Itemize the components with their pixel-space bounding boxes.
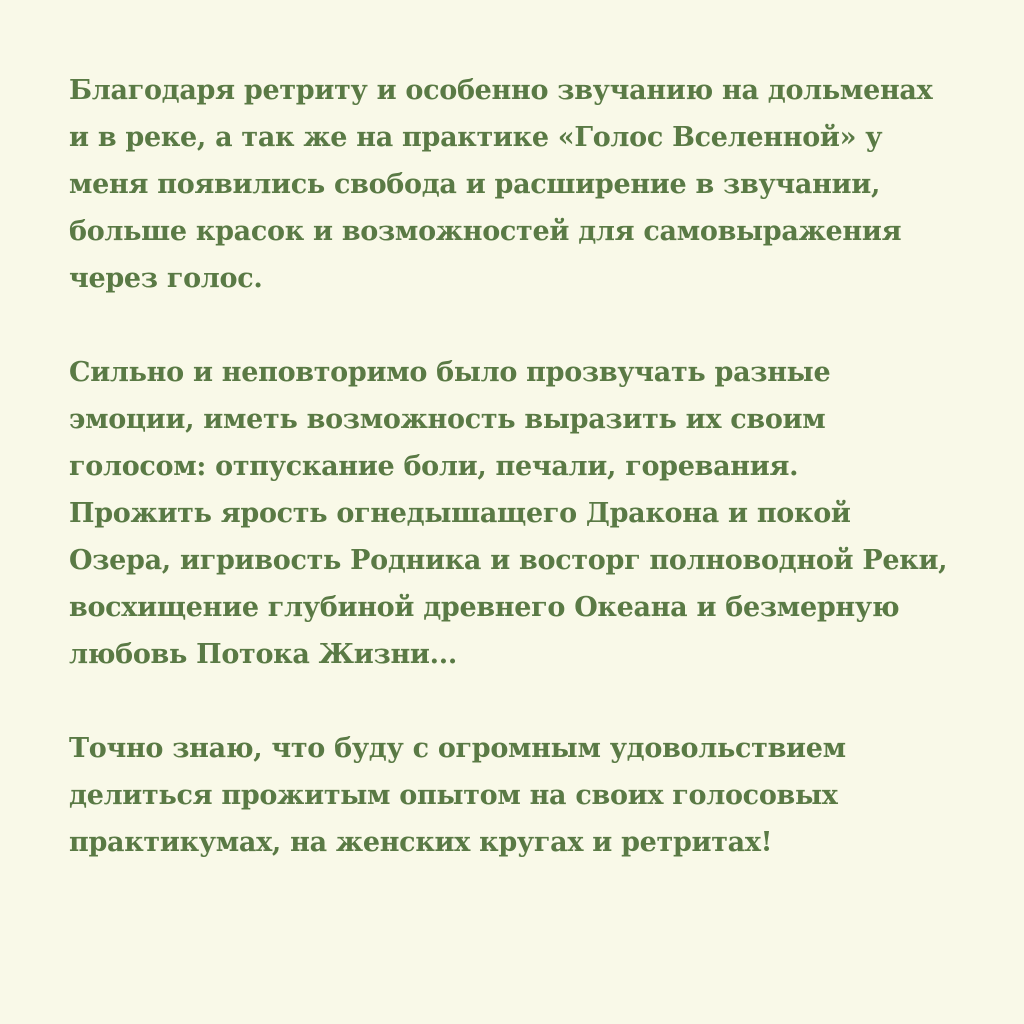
text-line: эмоции, иметь возможность выразить их своим: [69, 404, 826, 435]
text-line: любовь Потока Жизни...: [69, 639, 457, 670]
text-line: восхищение глубиной древнего Океана и безмерную: [69, 592, 900, 623]
text-line: Прожить ярость огнедышащего Дракона и покой: [69, 498, 851, 529]
text-line: больше красок и возможностей для самовыражения: [69, 216, 902, 247]
text-line: меня появились свобода и расширение в звучании,: [69, 169, 881, 200]
paragraph-retreat-experience: [69, 67, 984, 302]
text-line: через голос.: [69, 263, 263, 294]
text-line: и в реке, а так же на практике «Голос Вселенной» у: [69, 122, 883, 153]
text-line: Сильно и неповторимо было прозвучать разные: [69, 357, 831, 388]
paragraph-emotions: [69, 349, 984, 678]
text-line: делиться прожитым опытом на своих голосовых: [69, 780, 838, 811]
text-line: голосом: отпускание боли, печали, горевания.: [69, 451, 799, 482]
paragraph-sharing: [69, 725, 984, 866]
text-line: практикумах, на женских кругах и ретритах!: [69, 827, 773, 858]
text-line: Озера, игривость Родника и восторг полноводной Реки,: [69, 545, 948, 576]
text-line: Точно знаю, что буду с огромным удовольствием: [69, 733, 846, 764]
text-line: Благодаря ретриту и особенно звучанию на дольменах: [69, 75, 933, 106]
